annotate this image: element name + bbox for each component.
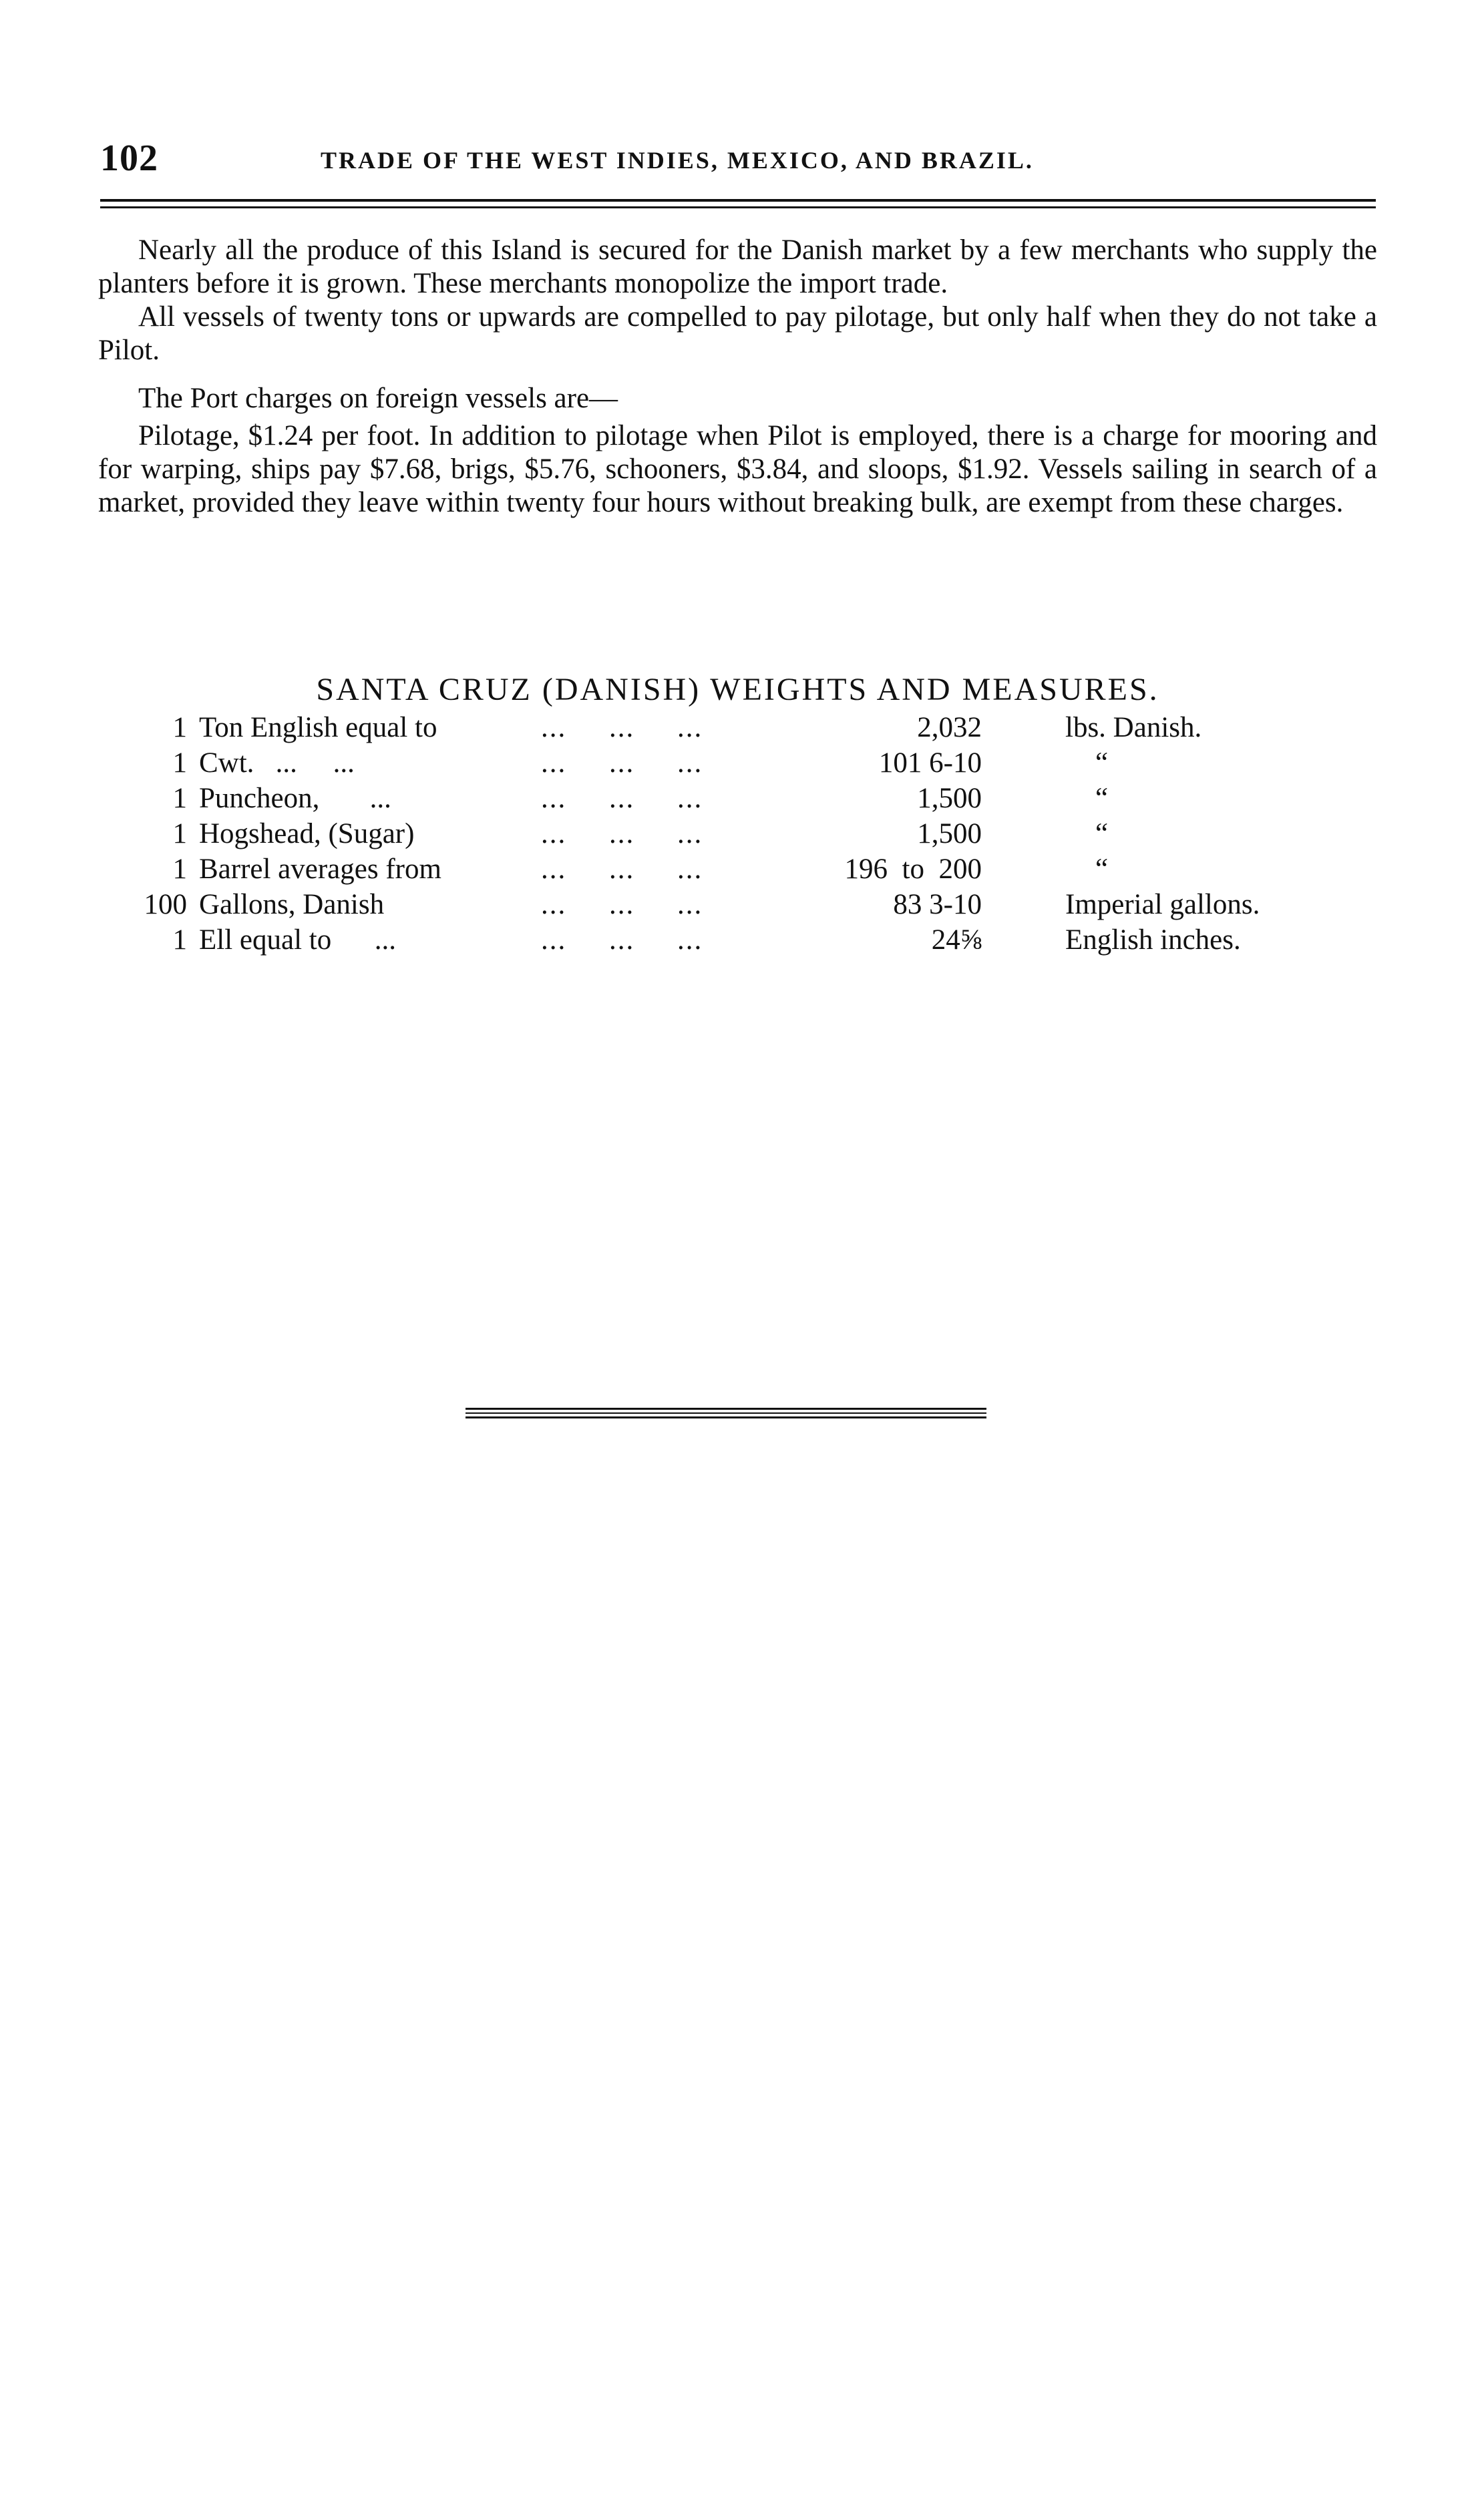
measure-item: Ell equal to ... [199, 924, 396, 956]
measure-value: 101 6-10 [878, 747, 982, 779]
measure-value: 1,500 [917, 783, 982, 814]
measure-unit: “ [1095, 818, 1109, 849]
measure-row [127, 710, 1376, 745]
measure-value: 83 3-10 [893, 889, 982, 920]
paragraph-pilotage-vessels: All vessels of twenty tons or upwards are compelled to pay pilotage, but only half when they do not take a Pilot. [98, 301, 1377, 366]
measure-unit: “ [1095, 747, 1109, 779]
weights-measures-table [127, 710, 1376, 958]
paragraph-produce: Nearly all the produce of this Island is secured for the Danish market by a few merchants who supply the planters before it is grown. These merchants monopolize the import trade. [98, 234, 1377, 299]
measure-unit: Imperial gallons. [1065, 889, 1260, 920]
measure-row [127, 745, 1376, 781]
measure-row [127, 851, 1376, 887]
measure-leaders: ... ... ... [541, 818, 703, 849]
measure-unit: “ [1095, 783, 1109, 814]
measure-quantity: 1 [172, 712, 187, 743]
measure-unit: lbs. Danish. [1065, 712, 1202, 743]
measure-item: Cwt. ... ... [199, 747, 355, 779]
measure-unit: “ [1095, 853, 1109, 885]
measure-item: Puncheon, ... [199, 783, 391, 814]
measure-leaders: ... ... ... [541, 747, 703, 779]
measure-leaders: ... ... ... [541, 853, 703, 885]
measure-row [127, 887, 1376, 922]
measure-quantity: 1 [172, 747, 187, 779]
measure-item: Barrel averages from [199, 853, 441, 885]
measure-leaders: ... ... ... [541, 924, 703, 956]
measure-item: Hogshead, (Sugar) [199, 818, 415, 849]
page-header [100, 137, 1376, 184]
measure-item: Gallons, Danish [199, 889, 385, 920]
header-rule [100, 199, 1376, 208]
measure-row [127, 781, 1376, 816]
body-text [98, 234, 1377, 520]
measure-quantity: 1 [172, 818, 187, 849]
page-number: 102 [100, 138, 158, 179]
measure-quantity: 1 [172, 924, 187, 956]
table-title: SANTA CRUZ (DANISH) WEIGHTS AND MEASURES. [316, 672, 1159, 707]
paragraph-pilotage-rates: Pilotage, $1.24 per foot. In addition to pilotage when Pilot is employed, there is a charge for mooring and for warping, ships pay $7.68, brigs, $5.76, schooners, $3.84, and sloops, $1.92. Vessels sailing in search of a market, provided they leave within twenty four hours without breaking bulk, are exempt from these charges. [98, 420, 1377, 518]
running-head: TRADE OF THE WEST INDIES, MEXICO, AND BRAZIL. [321, 147, 1034, 174]
measure-quantity: 1 [172, 783, 187, 814]
measure-leaders: ... ... ... [541, 889, 703, 920]
measure-row [127, 816, 1376, 851]
measure-leaders: ... ... ... [541, 783, 703, 814]
measure-value: 196 to 200 [844, 853, 982, 885]
measure-value: 2,032 [917, 712, 982, 743]
measure-value: 24⅝ [931, 924, 982, 956]
paragraph-port-charges: The Port charges on foreign vessels are— [138, 383, 618, 414]
measure-unit: English inches. [1065, 924, 1241, 956]
end-rule [466, 1408, 986, 1418]
measure-quantity: 100 [144, 889, 187, 920]
measure-value: 1,500 [917, 818, 982, 849]
measure-item: Ton English equal to [199, 712, 437, 743]
measure-quantity: 1 [172, 853, 187, 885]
measure-row [127, 922, 1376, 958]
measure-leaders: ... ... ... [541, 712, 703, 743]
